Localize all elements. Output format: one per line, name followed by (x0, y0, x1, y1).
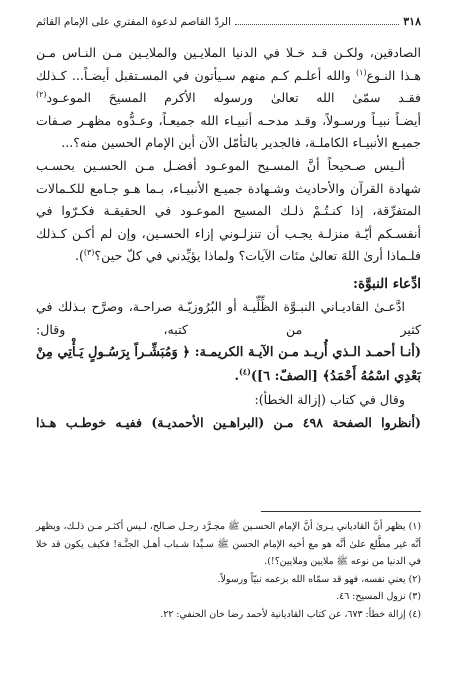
paragraph-2: ألـيس صـحيحاً أنَّ المسـيح الموعـود أفضـل مـن الحسـين بحسـب شهادة القرآن والأحاديث وشـهادة جميـع الأنبيـاء، بـما هـو جـامع للكـمالات المتفرِّقة، إذا كنـتُـمْ ذلـك المسيح الموعـود في الحقيقـة فكـرّوا في أنفسـكم أيّـة منزلـة يجـب أن تنزلـوني إزاء الحسـين، وإن لم أكـن كـذلك فلـماذا أرىٰ اللهَ تعالىٰ مئات الآيات؟ ولماذا يؤيِّدني في كلّ حين؟$^{(٣)}$). (36, 157, 421, 264)
footnote-2 (36, 571, 421, 589)
footnote-1 (36, 518, 421, 571)
footnote-3-number: (٣) (408, 591, 421, 602)
footnote-rule (261, 511, 421, 512)
paragraph-2-end: ) (78, 248, 84, 264)
section-title: ادِّعاء النبوَّة: (352, 275, 421, 292)
footnote-4 (36, 606, 421, 624)
footnote-ref-3: (٣) (83, 248, 95, 258)
quote-ahmad-text: (أنـا أحمـد الـذي أُريـد مـن الآيـة الكريمـة: ﴿ وَمُبَشِّـراً بِرَسُـولٍ يَـأْتِي مِنْ بَعْدِي اسْمُهُ أَحْمَدُ﴾ [الصفّ: ٦]) (36, 345, 421, 385)
page (36, 14, 421, 665)
footnote-ref-2: (٢) (36, 90, 47, 99)
paragraph-1-cont: أيضـاً نبيـاً ورسـولاً، وقـد مدحـه أنبيـاء الله جميعـاً، وعـدُّوه مظهـر صـفات جميـع الأنبيـاء الكاملـة، فالجدير بالتأمّل الآن أين الإمام الحسين منه؟... (36, 112, 421, 151)
footnote-4-text: إزالة خطأ: ٦٧٣، عن كتاب القاديانية لأحمد رضا خان الحنفي: ٢٢. (160, 608, 406, 620)
footnote-2-text: يعني نفسه، فهو قد سمّاه الله بزعمه نبيّاً ورسولاً. (217, 573, 406, 585)
header-dots (235, 23, 399, 25)
footnote-3-text: نزول المسيح: ٤٦. (336, 591, 406, 602)
quote-izala: (أنظروا الصفحة ٤٩٨ مـن (البراهـين الأحمديـة) ففيـه خوطـب هـذا (36, 414, 422, 430)
footnote-1-text: يظهر أنَّ القادياني يـرىٰ أنَّ الإمام الحسـين ﷺ مجـرَّد رجـل صـالح، لـيس أكثـر مـن ذلـك، ويظهر أنَّه غير مطَّلع علىٰ أنَّه هو مع أخيه الإمام الحسن ﷺ سـيِّدا شـباب أهـل الجنَّـة! فكيف يكون قد خلا في الدنيا من نوعه ﷺ ملايين وملايين؟!). (36, 521, 421, 567)
footnote-4-number: (٤) (408, 608, 421, 620)
paragraph-2-text: ألـيس صـحيحاً أنَّ المسـيح الموعـود أفضـل مـن الحسـين بحسـب شهادة القرآن والأحاديث وشـهادة جميـع الأنبيـاء، بـما هـو جـامع للكـمالات المتفرِّقة، إذا كنـتُـمْ ذلـك المسيح الموعـود في الحقيقـة فكـرّوا في أنفسـكم أيّـة منزلـة يجـب أن تنزلـوني إزاء الحسـين، وإن لم أكـن كـذلك فلـماذا أرىٰ اللهَ تعالىٰ مئات الآيات؟ ولماذا يؤيِّدني في كلّ حين؟ (36, 157, 421, 264)
paragraph-1-part-2: والله أعلـم كـم منهم سـيأتون في المسـتقبل أيضـاً... كـذلك فقـد سمّىٰ الله تعالىٰ ورسوله الأكرم المسيحَ الموعـود (36, 67, 421, 106)
footnote-ref-1: (١) (355, 67, 367, 77)
quote-ahmad: (أنـا أحمـد الـذي أُريـد مـن الآيـة الكريمـة: ﴿ وَمُبَشِّـراً بِرَسُـولٍ يَـأْتِي مِنْ بَعْدِي اسْمُهُ أَحْمَدُ﴾ [الصفّ: ٦])$^{(٤)}$. (36, 345, 421, 385)
paragraph-1-part-1: الصادقين، ولكـن قـد خـلا في الدنيا الملايـين والملايـين مـن النـاس مـن هـذا النـوع (36, 45, 421, 83)
quote-intro-izala: وقال في كتاب (إزالة الخطأ): (254, 392, 405, 408)
footnote-1-number: (١) (408, 521, 421, 532)
section-intro: ادَّعـىٰ القاديـاني النبـوَّة الظِّلِّيـة أو البُرُوزيّـة صراحـة، وصرَّح بـذلك في كثير من كتبه، وقال: (36, 298, 421, 337)
footnote-3 (36, 588, 421, 606)
footnote-ref-4: (٤) (238, 366, 251, 377)
page-number: ٣١٨ (403, 15, 421, 28)
running-header (36, 14, 421, 32)
footnote-2-number: (٢) (408, 573, 421, 585)
running-title: الردّ القاصم لدعوة المفتري على الإمام القائم (36, 16, 231, 28)
footnotes (36, 511, 421, 623)
main-text (36, 42, 421, 434)
paragraph-1 (36, 42, 421, 110)
